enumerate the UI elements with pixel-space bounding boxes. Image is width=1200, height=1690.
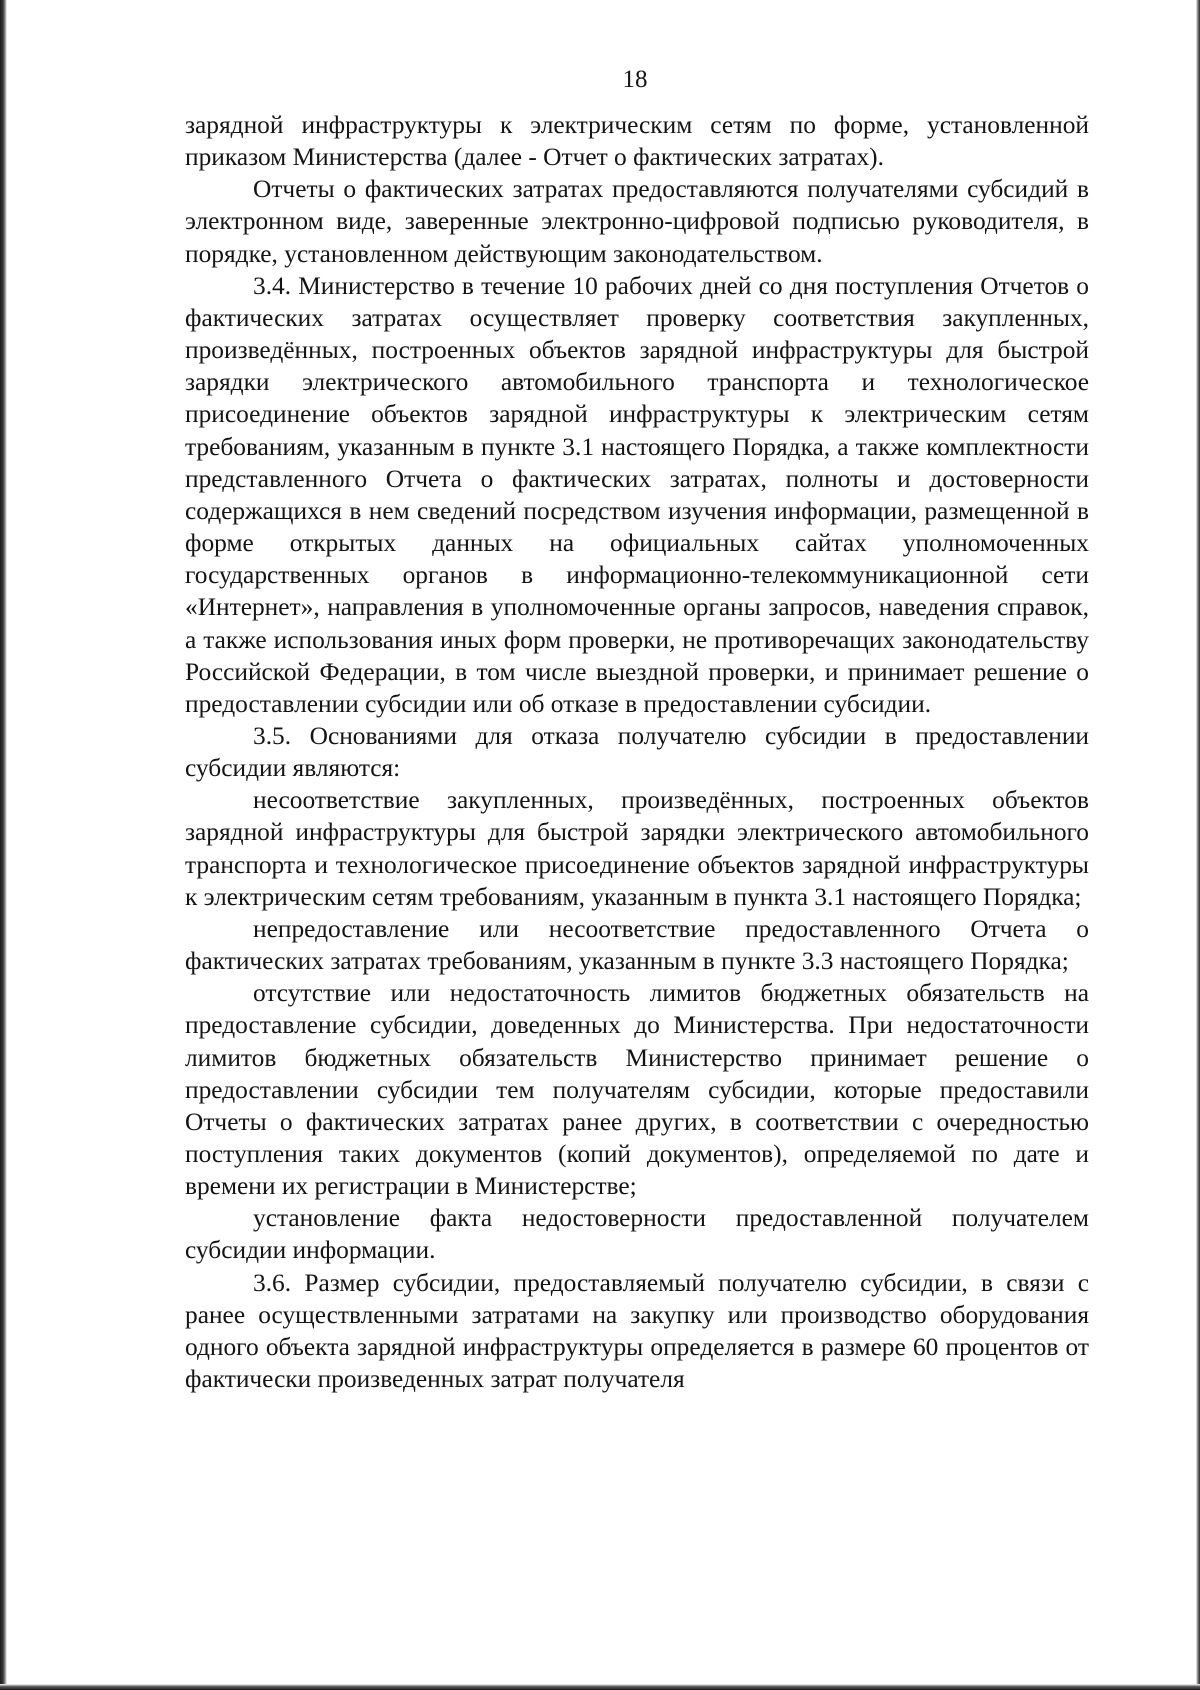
scan-edge-bottom bbox=[0, 1684, 1200, 1690]
paragraph-refusal-ground-1: несоответствие закупленных, произведённых, построенных объектов зарядной инфраструктуры для быстрой зарядки электрического автомобильного транспорта и технологическое присоединение объектов зарядной инфраструктуры к электрическим сетям требованиям, указанным в пункта 3.1 настоящего Порядка; bbox=[185, 786, 1089, 911]
paragraph-3-4: 3.4. Министерство в течение 10 рабочих дней со дня поступления Отчетов о фактических затратах осуществляет проверку соответствия закупленных, произведённых, построенных объектов зарядной инфраструктуры для быстрой зарядки электрического автомобильного транспорта и технологическое присоединение объектов зарядной инфраструктуры к электрическим сетям требованиям, указанным в пункте 3.1 настоящего Порядка, а также комплектности представленного Отчета о фактических затратах, полноты и достоверности содержащихся в нем сведений посредством изучения информации, размещенной в форме открытых данных на официальных сайтах уполномоченных государственных органов в информационно-телекоммуникационной сети «Интернет», направления в уполномоченные органы запросов, наведения справок, а также использования иных форм проверки, не противоречащих законодательству Российской Федерации, в том числе выездной проверки, и принимает решение о предоставлении субсидии или об отказе в предоставлении субсидии. bbox=[185, 271, 1089, 718]
page-number: 18 bbox=[622, 66, 648, 93]
document-body bbox=[185, 109, 1089, 1395]
scan-edge-right bbox=[1196, 0, 1200, 1690]
paragraph-refusal-ground-4: установление факта недостоверности предоставленной получателем субсидии информации. bbox=[185, 1204, 1089, 1265]
paragraph-refusal-ground-2: непредоставление или несоответствие предоставленного Отчета о фактических затратах требованиям, указанным в пункте 3.3 настоящего Порядка; bbox=[185, 914, 1089, 976]
paragraph-3-6: 3.6. Размер субсидии, предоставляемый получателю субсидии, в связи с ранее осуществленными затратами на закупку или производство оборудования одного объекта зарядной инфраструктуры определяется в размере 60 процентов от фактически произведенных затрат получателя bbox=[185, 1268, 1089, 1394]
scan-edge-left bbox=[0, 0, 7, 1690]
paragraph-continuation: зарядной инфраструктуры к электрическим сетям по форме, установленной приказом Министерства (далее - Отчет о фактических затратах). bbox=[185, 111, 1089, 172]
paragraph-3-5: 3.5. Основаниями для отказа получателю субсидии в предоставлении субсидии являются: bbox=[185, 721, 1089, 783]
paragraph-reports-submission: Отчеты о фактических затратах предоставляются получателями субсидий в электронном виде, заверенные электронно-цифровой подписью руководителя, в порядке, установленном действующим законодательством. bbox=[185, 175, 1089, 268]
paragraph-refusal-ground-3: отсутствие или недостаточность лимитов бюджетных обязательств на предоставление субсидии, доведенных до Министерства. При недостаточности лимитов бюджетных обязательств Министерство принимает решение о предоставлении субсидии тем получателям субсидии, которые предоставили Отчеты о фактических затратах ранее других, в соответствии с очередностью поступления таких документов (копий документов), определяемой по дате и времени их регистрации в Министерстве; bbox=[185, 979, 1089, 1201]
